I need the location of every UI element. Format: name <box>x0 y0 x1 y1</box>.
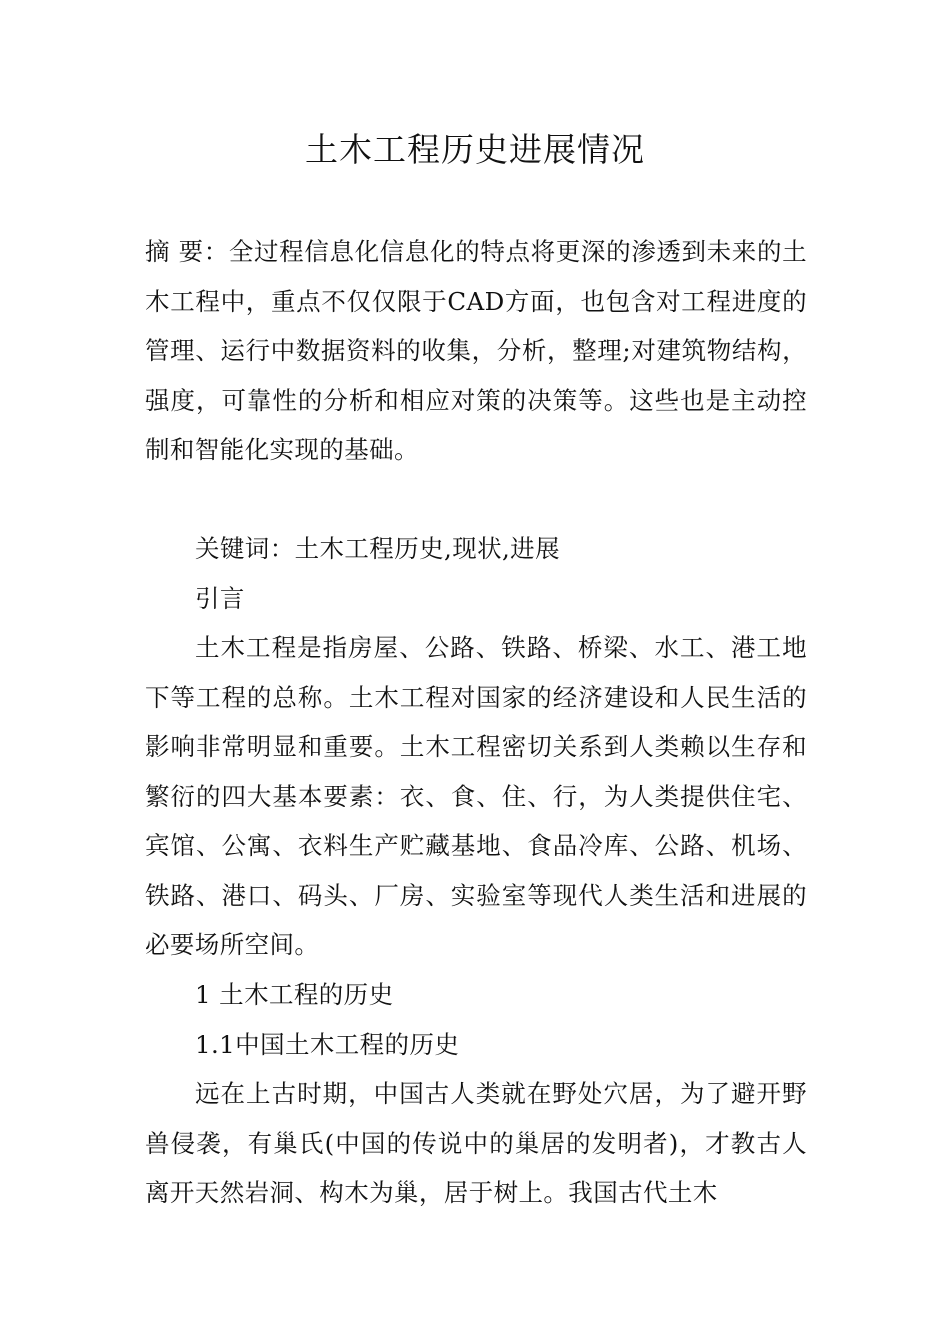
keywords-paragraph <box>145 524 807 574</box>
intro-paragraph: 土木工程是指房屋、公路、铁路、桥梁、水工、港工地下等工程的总称。土木工程对国家的经济建设和人民生活的影响非常明显和重要。土木工程密切关系到人类赖以生存和繁衍的四大基本要素：衣、食、住、行，为人类提供住宅、宾馆、公寓、衣料生产贮藏基地、食品冷库、公路、机场、铁路、港口、码头、厂房、实验室等现代人类生活和进展的必要场所空间。 <box>145 633 807 959</box>
abstract-text: 全过程信息化信息化的特点将更深的渗透到未来的土木工程中，重点不仅仅限于CAD方面，也包含对工程进度的管理、运行中数据资料的收集，分析，整理;对建筑物结构，强度，可靠性的分析和相应对策的决策等。这些也是主动控制和智能化实现的基础。 <box>145 237 807 464</box>
section-1-heading: 1 土木工程的历史 <box>195 980 394 1009</box>
section-1-1-heading: 1.1中国土木工程的历史 <box>195 1030 460 1059</box>
keywords-label: 关键词： <box>195 534 295 563</box>
intro-heading: 引言 <box>195 584 245 613</box>
abstract-label: 摘 要： <box>145 237 229 266</box>
document-title: 土木工程历史进展情况 <box>305 130 645 169</box>
section-1-1-paragraph: 远在上古时期，中国古人类就在野处穴居，为了避开野兽侵袭，有巢氏(中国的传说中的巢居的发明者)，才教古人离开天然岩洞、构木为巢，居于树上。我国古代土木 <box>145 1079 807 1207</box>
abstract-paragraph <box>145 227 807 475</box>
keywords-text: 土木工程历史,现状,进展 <box>294 534 560 563</box>
